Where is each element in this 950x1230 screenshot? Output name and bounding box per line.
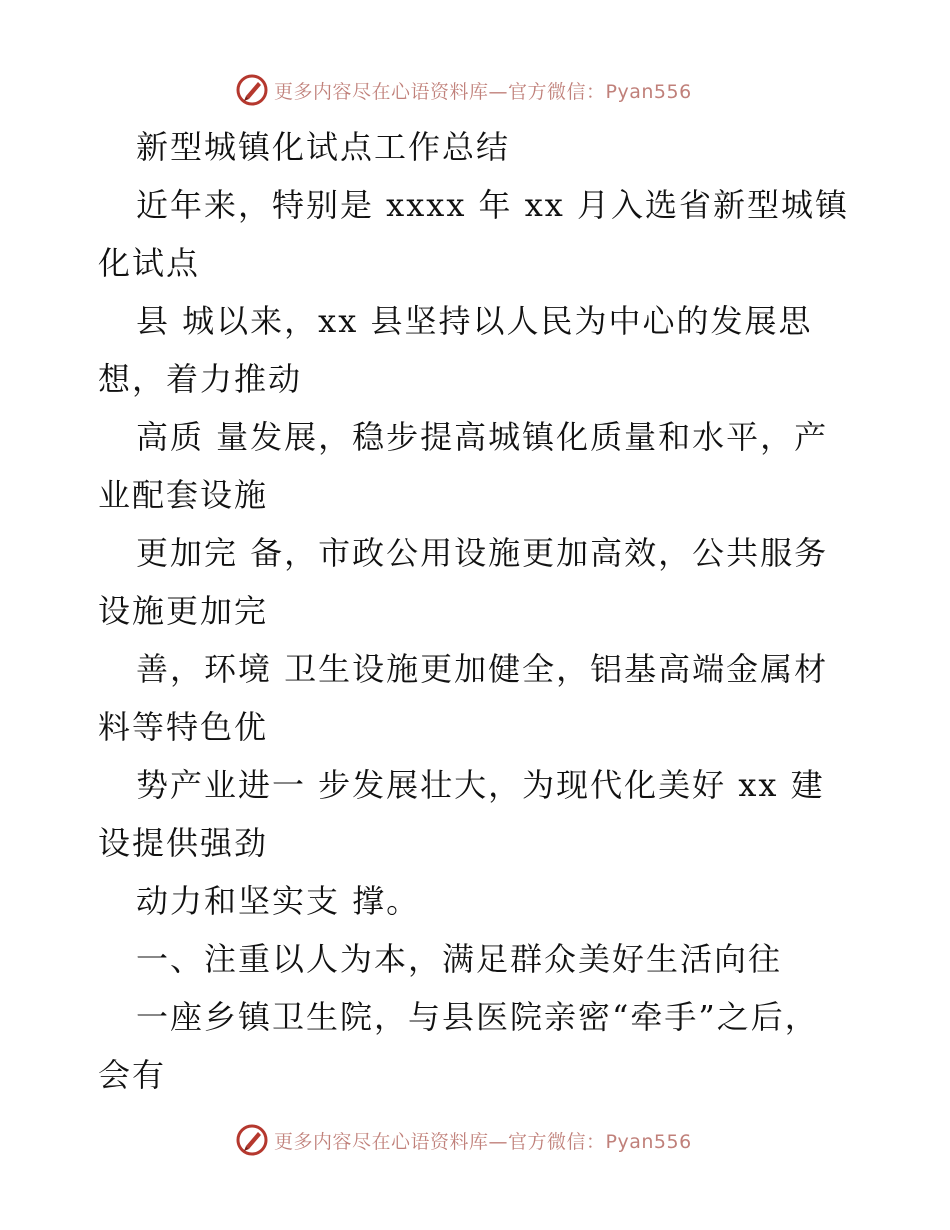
paragraph-line: 想，着力推动 (98, 360, 303, 398)
paragraph-line: 化试点 (98, 244, 201, 282)
paragraph-line: 更加完 备，市政公用设施更加高效，公共服务 (136, 534, 829, 572)
paragraph-line: 设施更加完 (98, 592, 269, 630)
paragraph-line: 料等特色优 (98, 708, 269, 746)
footer-banner (236, 1122, 692, 1158)
document-body (98, 118, 858, 1104)
header-banner (236, 72, 692, 108)
paragraph-line: 会有 (98, 1056, 167, 1094)
footer-banner-text: 更多内容尽在心语资料库—官方微信：Pyan556 (274, 1130, 692, 1153)
paragraph-line: 近年来，特别是 xxxx 年 xx 月入选省新型城镇 (136, 186, 849, 224)
pen-logo-icon (236, 74, 268, 106)
paragraph-line: 设提供强劲 (98, 824, 269, 862)
paragraph-line: 一座乡镇卫生院，与县医院亲密“牵手”之后， (136, 998, 819, 1036)
pen-logo-icon (236, 1124, 268, 1156)
paragraph-line: 县 城以来，xx 县坚持以人民为中心的发展思 (136, 302, 813, 340)
section-heading: 一、注重以人为本，满足群众美好生活向往 (136, 940, 783, 978)
paragraph-line: 高质 量发展，稳步提高城镇化质量和水平，产 (136, 418, 829, 456)
document-title: 新型城镇化试点工作总结 (136, 128, 511, 166)
paragraph-line: 善，环境 卫生设施更加健全，铝基高端金属材 (136, 650, 829, 688)
paragraph-line: 势产业进一 步发展壮大，为现代化美好 xx 建 (136, 766, 825, 804)
paragraph-line: 动力和坚实支 撑。 (136, 882, 421, 920)
header-banner-text: 更多内容尽在心语资料库—官方微信：Pyan556 (274, 80, 692, 103)
paragraph-line: 业配套设施 (98, 476, 269, 514)
